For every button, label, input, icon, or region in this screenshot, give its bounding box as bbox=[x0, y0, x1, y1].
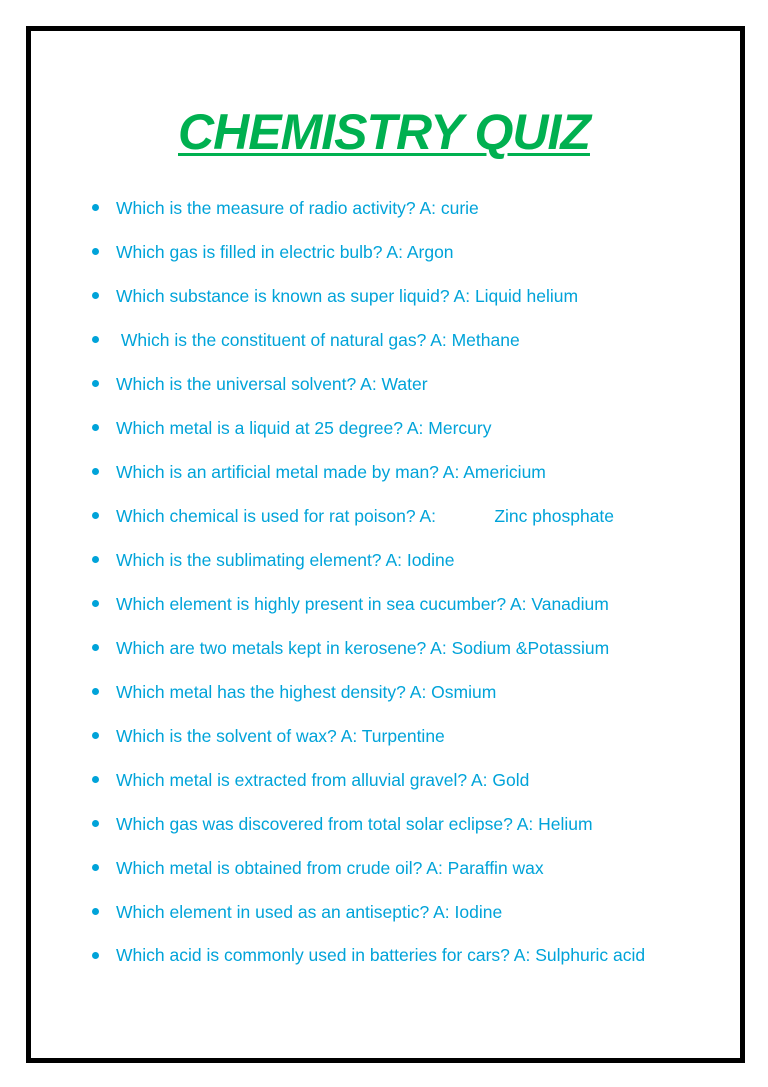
list-item bbox=[92, 281, 692, 311]
bullet-icon bbox=[92, 556, 99, 563]
bullet-icon bbox=[92, 336, 99, 343]
list-item bbox=[92, 413, 692, 443]
question-text: Which acid is commonly used in batteries for cars? A: Sulphuric acid bbox=[116, 945, 646, 965]
question-text: Which is the sublimating element? A: Iodine bbox=[116, 550, 455, 570]
list-item bbox=[92, 501, 692, 531]
bullet-icon bbox=[92, 600, 99, 607]
bullet-icon bbox=[92, 820, 99, 827]
list-item bbox=[92, 765, 692, 795]
list-item bbox=[92, 545, 692, 575]
question-text: Which gas was discovered from total solar eclipse? A: Helium bbox=[116, 814, 593, 834]
bullet-icon bbox=[92, 512, 99, 519]
bullet-icon bbox=[92, 952, 99, 959]
list-item bbox=[92, 633, 692, 663]
list-item bbox=[92, 941, 692, 970]
question-text: Which metal is a liquid at 25 degree? A: Mercury bbox=[116, 418, 492, 438]
list-item bbox=[92, 369, 692, 399]
question-text: Which is the constituent of natural gas? A: Methane bbox=[116, 330, 520, 350]
bullet-icon bbox=[92, 776, 99, 783]
list-item bbox=[92, 237, 692, 267]
bullet-icon bbox=[92, 468, 99, 475]
list-item bbox=[92, 457, 692, 487]
question-text: Which is the measure of radio activity? A: curie bbox=[116, 198, 479, 218]
question-text: Which metal is obtained from crude oil? A: Paraffin wax bbox=[116, 858, 544, 878]
bullet-icon bbox=[92, 424, 99, 431]
bullet-icon bbox=[92, 732, 99, 739]
list-item bbox=[92, 721, 692, 751]
list-item bbox=[92, 589, 692, 619]
list-item bbox=[92, 325, 692, 355]
bullet-icon bbox=[92, 292, 99, 299]
list-item bbox=[92, 897, 692, 927]
question-text: Which is the solvent of wax? A: Turpentine bbox=[116, 726, 445, 746]
list-item bbox=[92, 677, 692, 707]
page-title: CHEMISTRY QUIZ bbox=[178, 104, 590, 160]
bullet-icon bbox=[92, 204, 99, 211]
question-text: Which metal has the highest density? A: Osmium bbox=[116, 682, 497, 702]
question-text: Which are two metals kept in kerosene? A: Sodium &Potassium bbox=[116, 638, 610, 658]
question-text: Which metal is extracted from alluvial gravel? A: Gold bbox=[116, 770, 530, 790]
question-text: Which element in used as an antiseptic? A: Iodine bbox=[116, 902, 503, 922]
question-text: Which is an artificial metal made by man? A: Americium bbox=[116, 462, 546, 482]
question-text: Which gas is filled in electric bulb? A: Argon bbox=[116, 242, 454, 262]
bullet-icon bbox=[92, 248, 99, 255]
question-text: Which element is highly present in sea cucumber? A: Vanadium bbox=[116, 594, 609, 614]
bullet-icon bbox=[92, 380, 99, 387]
bullet-icon bbox=[92, 908, 99, 915]
question-text: Which substance is known as super liquid? A: Liquid helium bbox=[116, 286, 579, 306]
bullet-icon bbox=[92, 864, 99, 871]
list-item bbox=[92, 853, 692, 883]
question-list bbox=[92, 193, 692, 984]
list-item bbox=[92, 809, 692, 839]
list-item bbox=[92, 193, 692, 223]
bullet-icon bbox=[92, 644, 99, 651]
bullet-icon bbox=[92, 688, 99, 695]
question-text: Which is the universal solvent? A: Water bbox=[116, 374, 428, 394]
question-text: Which chemical is used for rat poison? A: Zinc phosphate bbox=[116, 506, 615, 526]
